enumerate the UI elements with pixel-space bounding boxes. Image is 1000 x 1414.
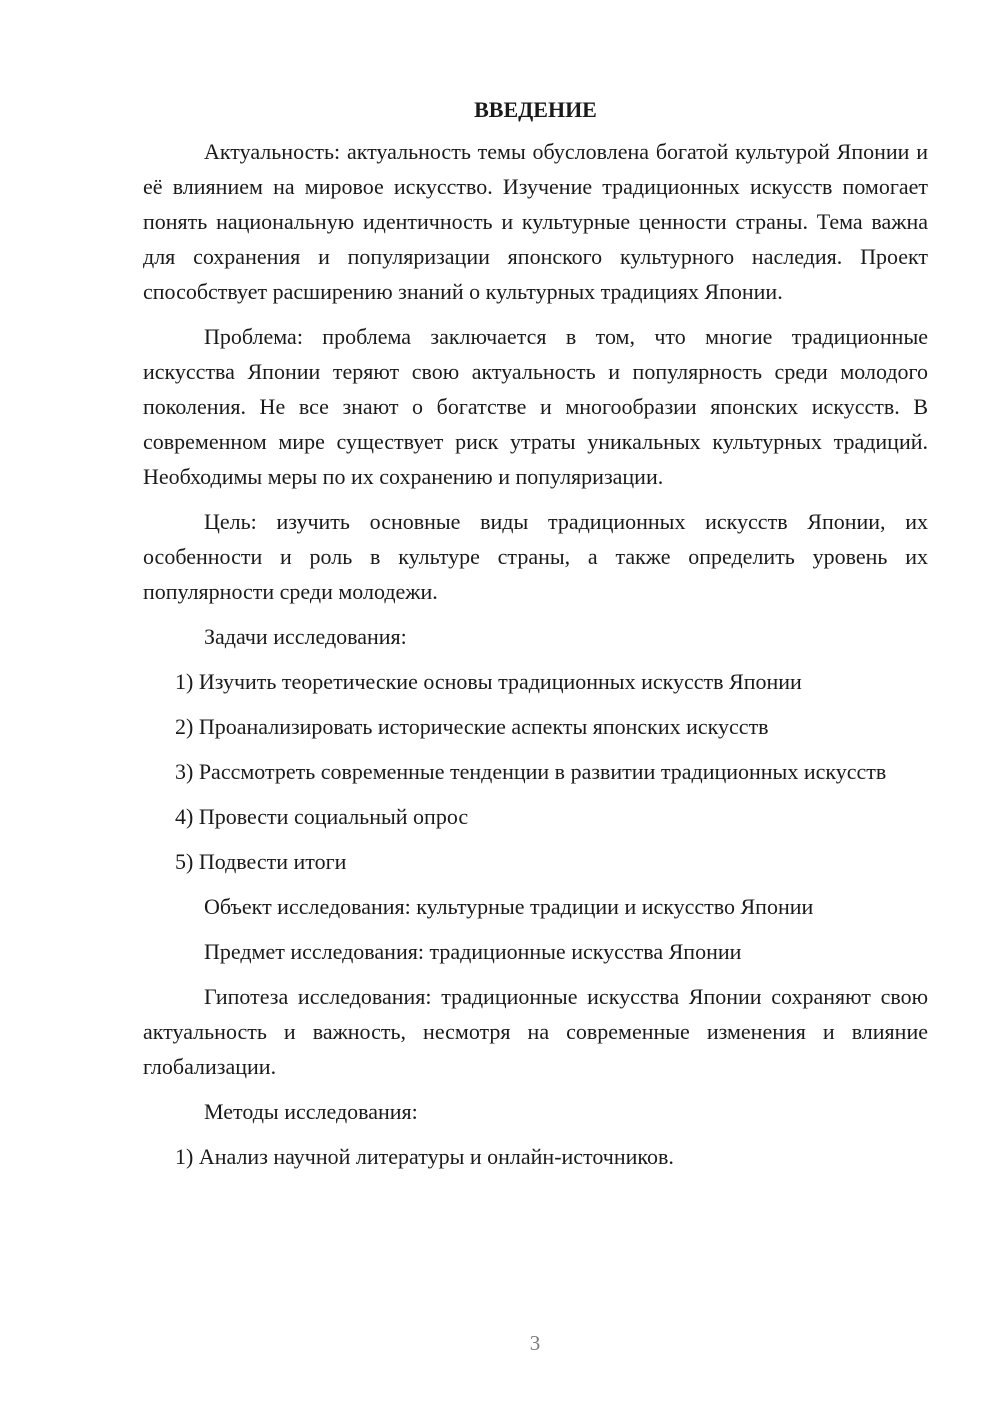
task-item: 3) Рассмотреть современные тенденции в развитии традиционных искусств — [175, 759, 887, 784]
object-line: Объект исследования: культурные традиции и искусство Японии — [204, 894, 814, 919]
problem-paragraph: Проблема: проблема заключается в том, что многие традиционные искусства Японии теряют свою актуальность и популярность среди молодого поколения. Не все знают о богатстве и многообразии японских искусств. В современном мире существует риск утраты уникальных культурных традиций. Необходимы меры по их сохранению и популяризации. — [143, 324, 928, 489]
methods-heading: Методы исследования: — [204, 1099, 418, 1124]
task-item: 5) Подвести итоги — [175, 849, 347, 874]
page-content — [143, 92, 928, 1184]
hypothesis-paragraph: Гипотеза исследования: традиционные искусства Японии сохраняют свою актуальность и важность, несмотря на современные изменения и влияние глобализации. — [143, 984, 928, 1079]
goal-paragraph: Цель: изучить основные виды традиционных искусств Японии, их особенности и роль в культуре страны, а также определить уровень их популярности среди молодежи. — [143, 509, 928, 604]
relevance-paragraph: Актуальность: актуальность темы обусловлена богатой культурой Японии и её влиянием на мировое искусство. Изучение традиционных искусств помогает понять национальную идентичность и культурные ценности страны. Тема важна для сохранения и популяризации японского культурного наследия. Проект способствует расширению знаний о культурных традициях Японии. — [143, 139, 928, 304]
section-title: ВВЕДЕНИЕ — [474, 97, 597, 122]
page-number: 3 — [529, 1331, 541, 1355]
method-item: 1) Анализ научной литературы и онлайн-источников. — [175, 1144, 674, 1169]
task-item: 4) Провести социальный опрос — [175, 804, 469, 829]
subject-line: Предмет исследования: традиционные искусства Японии — [204, 939, 742, 964]
task-item: 2) Проанализировать исторические аспекты японских искусств — [175, 714, 769, 739]
tasks-heading: Задачи исследования: — [204, 624, 407, 649]
task-item: 1) Изучить теоретические основы традиционных искусств Японии — [175, 669, 802, 694]
